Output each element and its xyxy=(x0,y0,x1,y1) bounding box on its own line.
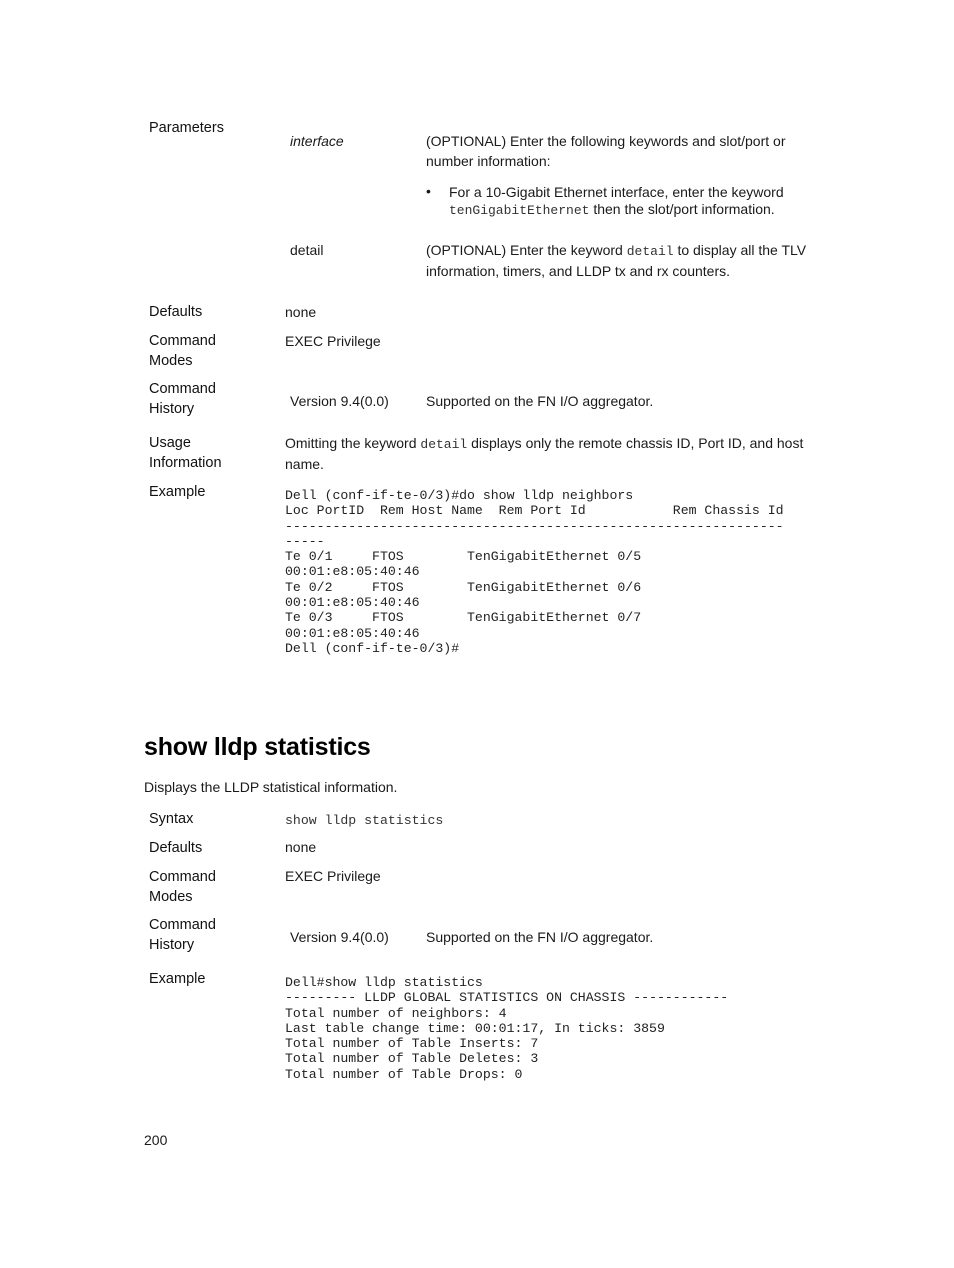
param-interface-desc: (OPTIONAL) Enter the following keywords and slot/port or number information: xyxy=(426,133,786,169)
stats-command-modes-value: EXEC Privilege xyxy=(285,868,381,884)
usage-text-post: displays only the remote chassis ID, Port ID, and host name. xyxy=(285,435,804,472)
stats-command-modes-label xyxy=(149,868,216,907)
example-code-statistics: Dell#show lldp statistics --------- LLDP GLOBAL STATISTICS ON CHASSIS ------------ Total number of neighbors: 4 Last table change time: 00:01:17, In ticks: 3859 Total number of Table Inserts: 7 Total number of Table Deletes: 3 Total number of Table Drops: 0 xyxy=(285,975,729,1082)
defaults-label: Defaults xyxy=(149,304,203,320)
detail-desc-code: detail xyxy=(626,244,674,259)
history-version: Version 9.4(0.0) xyxy=(290,393,389,409)
command-history-label-line1: Command xyxy=(149,381,216,397)
example-label: Example xyxy=(149,484,206,500)
detail-desc-post: to display all the TLV information, timers, and LLDP tx and rx counters. xyxy=(426,242,807,279)
command-history-label xyxy=(149,380,216,419)
command-modes-label-line1: Command xyxy=(149,333,216,349)
page-number: 200 xyxy=(144,1132,168,1148)
usage-label-line1: Usage xyxy=(149,435,191,451)
syntax-label: Syntax xyxy=(149,811,194,827)
stats-command-history-line2: History xyxy=(149,936,195,953)
stats-defaults-label: Defaults xyxy=(149,840,203,856)
param-detail-desc xyxy=(426,241,836,281)
command-modes-label-line2: Modes xyxy=(149,352,193,369)
detail-desc-pre: (OPTIONAL) Enter the keyword xyxy=(426,242,623,258)
param-interface-bullet xyxy=(449,184,829,219)
stats-history-version: Version 9.4(0.0) xyxy=(290,929,389,945)
parameters-label: Parameters xyxy=(149,120,224,136)
stats-example-label: Example xyxy=(149,971,206,987)
stats-command-history-label xyxy=(149,916,216,955)
example-code-neighbors: Dell (conf-if-te-0/3)#do show lldp neighbors Loc PortID Rem Host Name Rem Port Id Rem Chassis Id --------------------------------------------------------------- ----- Te 0/1 FTOS TenGigabitEthernet 0/5 00:01:e8:05:40:46 Te 0/2 FTOS TenGigabitEthernet 0/6 00:01:e8:05:40:46 Te 0/3 FTOS TenGigabitEthernet 0/7 00:01:e8:05:40:46 Dell (conf-if-te-0/3)# xyxy=(285,488,784,656)
bullet-code: tenGigabitEthernet xyxy=(449,202,590,218)
section-intro: Displays the LLDP statistical information. xyxy=(144,779,398,795)
usage-information-text xyxy=(285,434,825,474)
history-desc: Supported on the FN I/O aggregator. xyxy=(426,393,654,409)
stats-defaults-value: none xyxy=(285,839,317,855)
command-history-label-line2: History xyxy=(149,400,195,417)
syntax-value: show lldp statistics xyxy=(285,813,444,828)
usage-information-label xyxy=(149,434,222,473)
bullet-icon: • xyxy=(426,183,431,199)
command-modes-value: EXEC Privilege xyxy=(285,333,381,349)
stats-command-modes-line1: Command xyxy=(149,869,216,885)
stats-command-modes-line2: Modes xyxy=(149,888,193,905)
stats-history-desc: Supported on the FN I/O aggregator. xyxy=(426,929,654,945)
param-interface-name: interface xyxy=(290,133,344,149)
section-title: show lldp statistics xyxy=(144,733,371,761)
bullet-text-post: then the slot/port information. xyxy=(593,200,775,217)
defaults-value: none xyxy=(285,304,317,320)
bullet-text-pre: For a 10-Gigabit Ethernet interface, enter the keyword xyxy=(449,184,784,200)
usage-text-code: detail xyxy=(420,437,468,452)
usage-label-line2: Information xyxy=(149,454,222,471)
usage-text-pre: Omitting the keyword xyxy=(285,435,417,451)
command-modes-label xyxy=(149,332,216,371)
param-detail-name: detail xyxy=(290,242,324,258)
stats-command-history-line1: Command xyxy=(149,917,216,933)
